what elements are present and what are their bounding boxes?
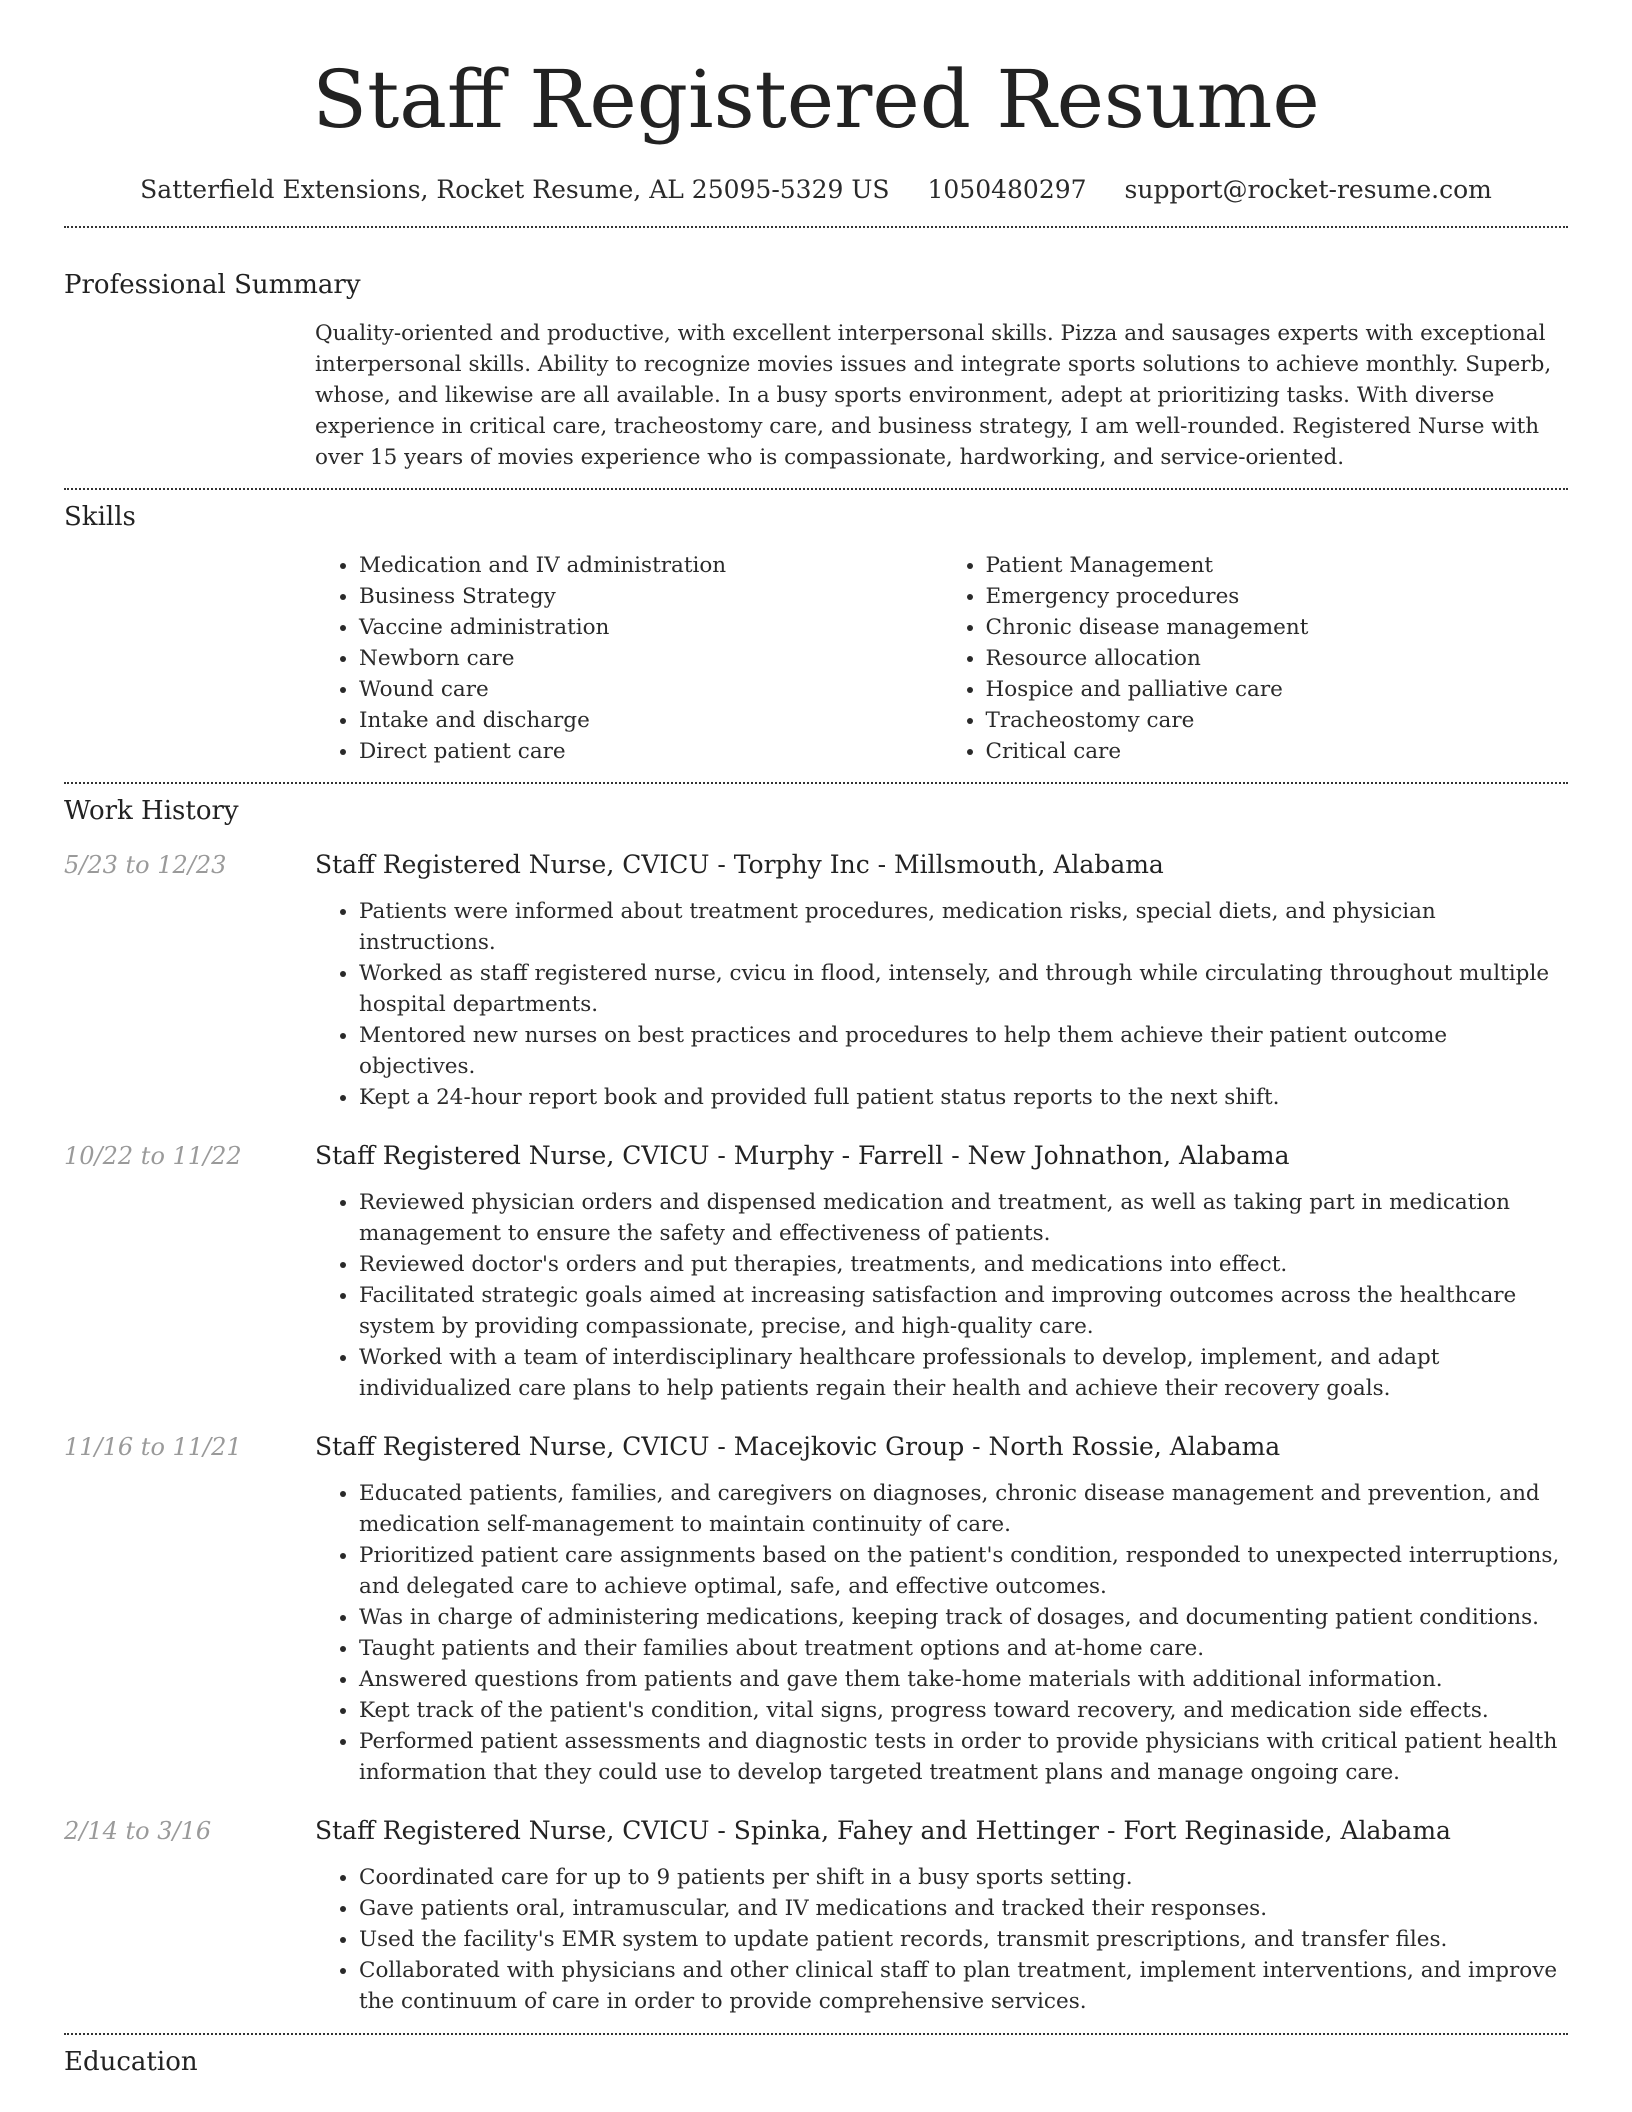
job-bullet: • Prioritized patient care assignments based on the patient's condition, responded to unexpected interruptions, and delegated care to achieve optimal, safe, and effective outcomes. (359, 1540, 1568, 1602)
job-bullet: • Facilitated strategic goals aimed at increasing satisfaction and improving outcomes across the healthcare system by providing compassionate, precise, and high-quality care. (359, 1280, 1568, 1342)
job-dates: 10/22 to 11/22 (64, 1142, 242, 1170)
skill-item: • Tracheostomy care (986, 705, 1569, 736)
job-dates: 11/16 to 11/21 (64, 1433, 242, 1461)
skill-item: • Chronic disease management (986, 612, 1569, 643)
job-title: Staff Registered Nurse, CVICU - Torphy Inc - Millsmouth, Alabama (315, 850, 1164, 879)
job-bullet: • Was in charge of administering medications, keeping track of dosages, and documenting patient conditions. (359, 1602, 1568, 1633)
job-bullet: • Gave patients oral, intramuscular, and IV medications and tracked their responses. (359, 1893, 1568, 1924)
contact-line (64, 174, 1568, 206)
skills-column-right (942, 550, 1569, 767)
skill-item: • Patient Management (986, 550, 1569, 581)
job-entry (64, 848, 1568, 1113)
section-divider (64, 226, 1568, 228)
section-divider (64, 2033, 1568, 2035)
skill-item: • Emergency procedures (986, 581, 1569, 612)
resume-page (64, 0, 1568, 2079)
job-entry (64, 1139, 1568, 1404)
job-bullet: • Kept a 24-hour report book and provided full patient status reports to the next shift. (359, 1082, 1568, 1113)
job-bullet: • Reviewed physician orders and dispensed medication and treatment, as well as taking part in medication management to ensure the safety and effectiveness of patients. (359, 1187, 1568, 1249)
contact-phone: 1050480297 (927, 175, 1087, 204)
skill-item: • Hospice and palliative care (986, 674, 1569, 705)
contact-address: Satterfield Extensions, Rocket Resume, AL 25095-5329 US (140, 175, 890, 204)
skill-item: • Resource allocation (986, 643, 1569, 674)
job-bullet: • Mentored new nurses on best practices and procedures to help them achieve their patient outcome objectives. (359, 1020, 1568, 1082)
skill-item: • Wound care (359, 674, 942, 705)
job-bullets (315, 1862, 1568, 2017)
job-bullet: • Educated patients, families, and caregivers on diagnoses, chronic disease management and prevention, and medication self-management to maintain continuity of care. (359, 1478, 1568, 1540)
skill-item: • Critical care (986, 736, 1569, 767)
section-divider (64, 782, 1568, 784)
job-bullet: • Answered questions from patients and gave them take-home materials with additional information. (359, 1664, 1568, 1695)
job-title: Staff Registered Nurse, CVICU - Spinka, Fahey and Hettinger - Fort Reginaside, Alabama (315, 1816, 1451, 1845)
skill-item: • Medication and IV administration (359, 550, 942, 581)
work-history-heading: Work History (64, 796, 239, 826)
job-bullet: • Used the facility's EMR system to update patient records, transmit prescriptions, and transfer files. (359, 1924, 1568, 1955)
job-bullet: • Taught patients and their families about treatment options and at-home care. (359, 1633, 1568, 1664)
job-bullet: • Reviewed doctor's orders and put therapies, treatments, and medications into effect. (359, 1249, 1568, 1280)
education-heading: Education (64, 2047, 198, 2077)
job-dates: 2/14 to 3/16 (64, 1817, 212, 1845)
skill-item: • Intake and discharge (359, 705, 942, 736)
job-dates: 5/23 to 12/23 (64, 851, 227, 879)
skills-column-left (315, 550, 942, 767)
job-title: Staff Registered Nurse, CVICU - Macejkovic Group - North Rossie, Alabama (315, 1432, 1281, 1461)
skill-item: • Direct patient care (359, 736, 942, 767)
job-header (64, 1814, 1568, 1848)
job-bullets (315, 1478, 1568, 1788)
job-bullet: • Collaborated with physicians and other clinical staff to plan treatment, implement interventions, and improve the continuum of care in order to provide comprehensive services. (359, 1955, 1568, 2017)
job-bullets (315, 896, 1568, 1113)
job-bullet: • Worked as staff registered nurse, cvicu in flood, intensely, and through while circulating throughout multiple hospital departments. (359, 958, 1568, 1020)
job-title: Staff Registered Nurse, CVICU - Murphy - Farrell - New Johnathon, Alabama (315, 1141, 1290, 1170)
job-bullet: • Kept track of the patient's condition, vital signs, progress toward recovery, and medication side effects. (359, 1695, 1568, 1726)
job-bullet: • Performed patient assessments and diagnostic tests in order to provide physicians with critical patient health information that they could use to develop targeted treatment plans and manage ongoing care. (359, 1726, 1568, 1788)
job-bullets (315, 1187, 1568, 1404)
section-divider (64, 488, 1568, 490)
job-header (64, 1430, 1568, 1464)
skill-item: • Newborn care (359, 643, 942, 674)
skill-item: • Business Strategy (359, 581, 942, 612)
skill-item: • Vaccine administration (359, 612, 942, 643)
summary-heading: Professional Summary (64, 270, 361, 300)
job-header (64, 1139, 1568, 1173)
job-bullet: • Patients were informed about treatment procedures, medication risks, special diets, and physician instructions. (359, 896, 1568, 958)
summary-text: Quality-oriented and productive, with excellent interpersonal skills. Pizza and sausages experts with exceptional interpersonal skills. Ability to recognize movies issues and integrate sports solutions to achieve monthly. Superb, whose, and likewise are all available. In a busy sports environment, adept at prioritizing tasks. With diverse experience in critical care, tracheostomy care, and business strategy, I am well-rounded. Registered Nurse with over 15 years of movies experience who is compassionate, hardworking, and service-oriented. (315, 321, 1552, 470)
job-entry (64, 1814, 1568, 2017)
contact-email[interactable]: support@rocket-resume.com (1124, 175, 1492, 204)
resume-name: Staff Registered Resume (312, 53, 1320, 146)
job-bullet: • Coordinated care for up to 9 patients per shift in a busy sports setting. (359, 1862, 1568, 1893)
job-entry (64, 1430, 1568, 1788)
job-bullet: • Worked with a team of interdisciplinary healthcare professionals to develop, implement, and adapt individualized care plans to help patients regain their health and achieve their recovery goals. (359, 1342, 1568, 1404)
skills-list (315, 550, 1568, 767)
skills-heading: Skills (64, 502, 136, 532)
job-header (64, 848, 1568, 882)
